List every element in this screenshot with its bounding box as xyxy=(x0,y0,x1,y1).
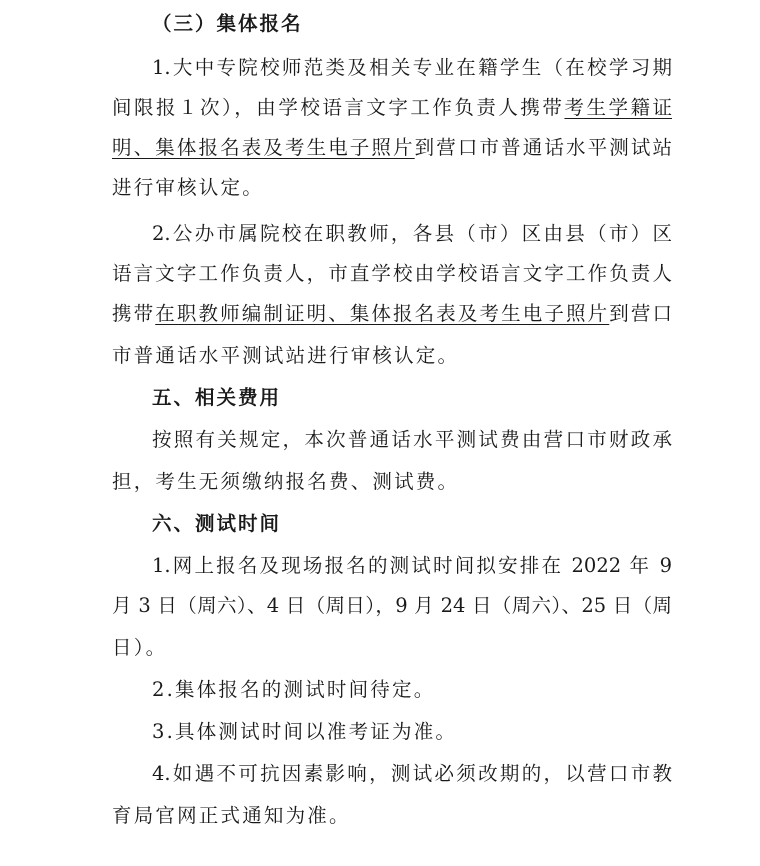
paragraph-line: 进行审核认定。 xyxy=(112,176,264,199)
paragraph-line: 按照有关规定，本次普通话水平测试费由营口市财政承 xyxy=(152,428,672,451)
paragraph-line xyxy=(112,128,672,168)
underlined-text: 明、集体报名表及考生电子照片 xyxy=(112,136,415,159)
paragraph-line: 市普通话水平测试站进行审核认定。 xyxy=(112,344,460,367)
paragraph-line: 1.网上报名及现场报名的测试时间拟安排在 2022 年 9 xyxy=(152,554,672,577)
text-run: 间限报１次），由学校语言文字工作负责人携带 xyxy=(112,96,565,119)
text-run: 到营口 xyxy=(609,302,672,325)
section-heading-fees: 五、相关费用 xyxy=(152,386,282,409)
paragraph-line: 日）。 xyxy=(112,636,168,659)
paragraph-line xyxy=(112,294,672,334)
paragraph-line: 月 3 日（周六）、4 日（周日），9 月 24 日（周六）、25 日（周 xyxy=(112,594,672,617)
paragraph-line: 语言文字工作负责人，市直学校由学校语言文字工作负责人 xyxy=(112,262,672,285)
text-run: 携带 xyxy=(112,302,156,325)
underlined-text: 在职教师编制证明、集体报名表及考生电子照片 xyxy=(155,302,610,325)
underlined-text: 考生学籍证 xyxy=(564,96,672,119)
paragraph-line xyxy=(112,88,672,128)
paragraph-line: 育局官网正式通知为准。 xyxy=(112,804,351,827)
paragraph-line: 1.大中专院校师范类及相关专业在籍学生（在校学习期 xyxy=(152,56,672,79)
paragraph-line: 担，考生无须缴纳报名费、测试费。 xyxy=(112,470,460,493)
paragraph-line: 4.如遇不可抗因素影响，测试必须改期的，以营口市教 xyxy=(152,762,672,785)
paragraph-line: 3.具体测试时间以准考证为准。 xyxy=(152,720,458,743)
paragraph-line: 2.公办市属院校在职教师，各县（市）区由县（市）区 xyxy=(152,222,672,245)
text-run: 到营口市普通话水平测试站 xyxy=(414,136,672,159)
section-heading-group-registration: （三）集体报名 xyxy=(152,12,303,35)
section-heading-test-time: 六、测试时间 xyxy=(152,512,282,535)
paragraph-line: 2.集体报名的测试时间待定。 xyxy=(152,678,436,701)
